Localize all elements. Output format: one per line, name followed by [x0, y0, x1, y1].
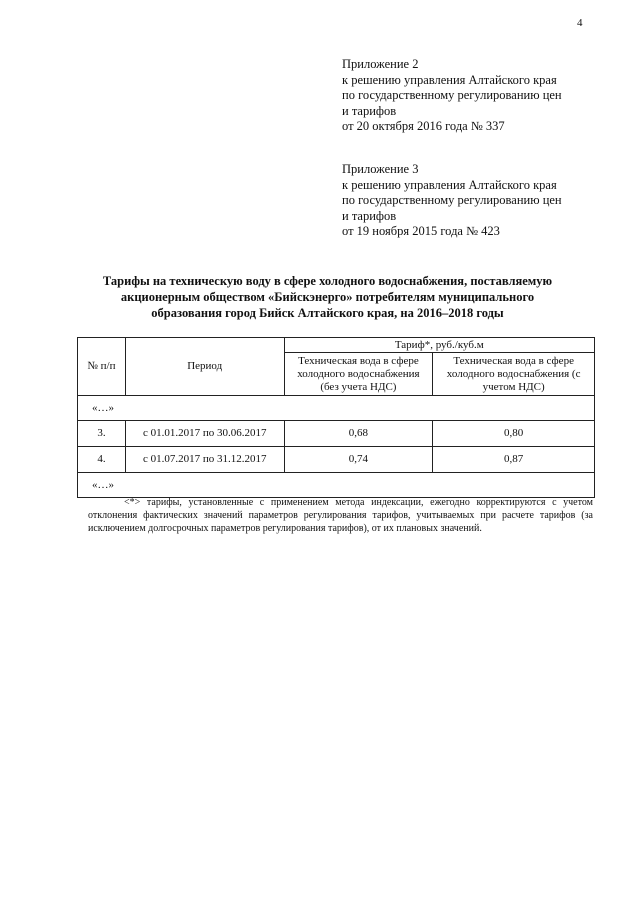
- row-without-vat: 0,68: [284, 421, 433, 447]
- page-number: 4: [577, 17, 583, 29]
- document-title: [75, 273, 580, 321]
- header-number: № п/п: [78, 338, 126, 396]
- row-period: с 01.01.2017 по 30.06.2017: [125, 421, 284, 447]
- appendix-3-line: от 19 ноября 2015 года № 423: [342, 224, 500, 238]
- row-with-vat: 0,80: [433, 421, 595, 447]
- appendix-3-header: [342, 162, 602, 240]
- appendix-2-header: [342, 57, 602, 135]
- header-period: Период: [125, 338, 284, 396]
- title-line: образования город Бийск Алтайского края, на 2016–2018 годы: [151, 306, 504, 320]
- footnote-text: <*> тарифы, установленные с применением метода индексации, ежегодно корректируются с учетом отклонения фактических значений параметров регулирования тарифов, учитываемых при расчете тарифов (за исключением долгосрочных параметров регулирования тарифов), от их плановых значений.: [88, 497, 593, 534]
- table-header-row: [78, 338, 595, 353]
- appendix-3-line: и тарифов: [342, 208, 397, 223]
- header-without-vat: Техническая вода в сфере холодного водоснабжения (без учета НДС): [284, 353, 433, 396]
- appendix-2-line: от 20 октября 2016 года № 337: [342, 119, 505, 133]
- row-number: 4.: [78, 447, 126, 473]
- row-without-vat: 0,74: [284, 447, 433, 473]
- appendix-2-line: Приложение 2: [342, 57, 419, 71]
- appendix-2-line: по государственному регулированию цен: [342, 88, 562, 102]
- tariff-table: [77, 337, 595, 498]
- title-line: Тарифы на техническую воду в сфере холодного водоснабжения, поставляемую: [102, 274, 553, 288]
- title-line: акционерным обществом «Бийскэнерго» потребителям муниципального: [120, 290, 535, 304]
- row-number: 3.: [78, 421, 126, 447]
- row-period: с 01.07.2017 по 31.12.2017: [125, 447, 284, 473]
- ellipsis-cell: «…»: [78, 396, 595, 421]
- header-with-vat: Техническая вода в сфере холодного водоснабжения (с учетом НДС): [433, 353, 595, 396]
- row-with-vat: 0,87: [433, 447, 595, 473]
- header-tariff: Тариф*, руб./куб.м: [284, 338, 594, 353]
- appendix-3-line: Приложение 3: [342, 162, 419, 176]
- footnote: [88, 496, 593, 535]
- table-row: [78, 447, 595, 473]
- appendix-3-line: к решению управления Алтайского края: [342, 177, 557, 192]
- table-row: [78, 421, 595, 447]
- appendix-3-line: по государственному регулированию цен: [342, 193, 562, 207]
- appendix-2-line: и тарифов: [342, 103, 397, 118]
- ellipsis-cell: «…»: [78, 473, 595, 498]
- appendix-2-line: к решению управления Алтайского края: [342, 72, 557, 87]
- table-ellipsis-row: [78, 473, 595, 498]
- table-ellipsis-row: [78, 396, 595, 421]
